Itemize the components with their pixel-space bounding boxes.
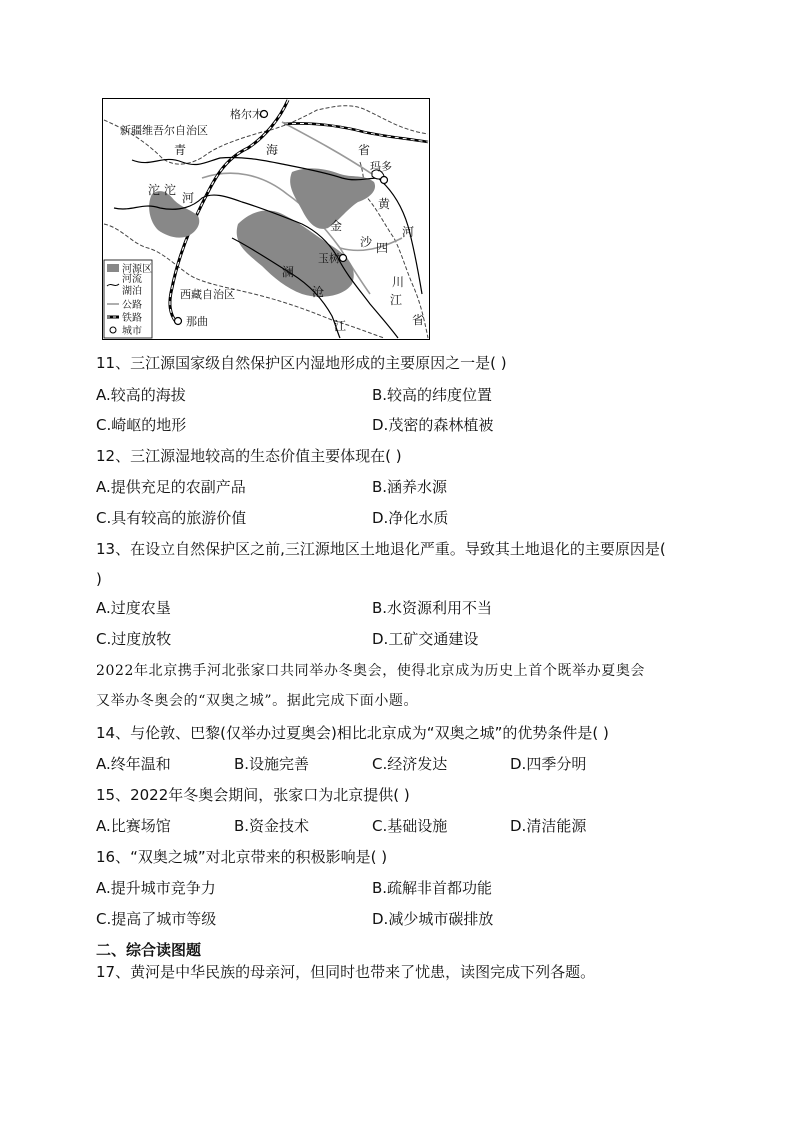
question-16-stem: 16、“双奥之城”对北京带来的积极影响是( ) — [96, 848, 388, 866]
question-17-stem: 17、黄河是中华民族的母亲河，但同时也带来了忧患，读图完成下列各题。 — [96, 963, 596, 981]
q12-option-d[interactable]: D.净化水质 — [372, 509, 449, 527]
label-jiang-cj: 江 — [390, 293, 403, 307]
label-xinjiang: 新疆维吾尔自治区 — [120, 124, 208, 137]
label-naqu: 那曲 — [186, 315, 208, 328]
q12-option-a[interactable]: A.提供充足的农副产品 — [96, 478, 246, 496]
label-tuotuo2: 沱 — [164, 183, 177, 197]
label-hai: 海 — [266, 143, 279, 157]
label-jin: 金 — [330, 219, 343, 233]
legend-city: 城市 — [122, 326, 142, 337]
sanjiangyuan-map — [102, 98, 430, 340]
q13-option-c[interactable]: C.过度放牧 — [96, 630, 172, 648]
q11-option-c[interactable]: C.崎岖的地形 — [96, 416, 187, 434]
legend-river2: 湖泊 — [122, 286, 142, 297]
question-15-stem: 15、2022年冬奥会期间，张家口为北京提供( ) — [96, 786, 410, 804]
q13-option-d[interactable]: D.工矿交通建设 — [372, 630, 479, 648]
label-sha: 沙 — [360, 235, 373, 249]
q12-option-c[interactable]: C.具有较高的旅游价值 — [96, 509, 247, 527]
legend-railway: 铁路 — [122, 313, 142, 324]
label-cang: 沧 — [312, 285, 325, 299]
q16-option-b[interactable]: B.疏解非首都功能 — [372, 879, 493, 897]
label-huang: 黄 — [378, 197, 391, 211]
label-he-yellow: 河 — [402, 225, 415, 239]
legend-river1: 河流 — [122, 274, 142, 285]
q16-option-d[interactable]: D.减少城市碳排放 — [372, 910, 494, 928]
label-chuan: 川 — [392, 275, 405, 289]
label-xizang: 西藏自治区 — [180, 288, 235, 301]
legend-source: 河源区 — [122, 264, 152, 275]
question-13-stem: 13、在设立自然保护区之前,三江源地区土地退化严重。导致其土地退化的主要原因是( — [96, 540, 666, 558]
q15-option-c[interactable]: C.基础设施 — [372, 817, 448, 835]
label-tuotuo1: 沱 — [148, 183, 161, 197]
q11-option-a[interactable]: A.较高的海拔 — [96, 386, 186, 404]
q13-option-a[interactable]: A.过度农垦 — [96, 599, 171, 617]
q14-option-a[interactable]: A.终年温和 — [96, 755, 171, 773]
q12-option-b[interactable]: B.涵养水源 — [372, 478, 448, 496]
question-12-stem: 12、三江源湿地较高的生态价值主要体现在( ) — [96, 447, 402, 465]
label-lan: 澜 — [282, 265, 295, 279]
q16-option-a[interactable]: A.提升城市竞争力 — [96, 879, 216, 897]
map-svg — [102, 98, 430, 340]
q14-option-d[interactable]: D.四季分明 — [510, 755, 587, 773]
label-geermu: 格尔木 — [230, 108, 263, 121]
question-13-stem-cont: ) — [96, 570, 102, 588]
label-si: 四 — [376, 241, 389, 255]
label-jiang-lc: 江 — [334, 319, 347, 333]
q14-option-c[interactable]: C.经济发达 — [372, 755, 448, 773]
label-maduo: 玛多 — [370, 160, 392, 173]
label-sheng-sc: 省 — [412, 313, 425, 327]
q13-option-b[interactable]: B.水资源利用不当 — [372, 599, 493, 617]
q15-option-a[interactable]: A.比赛场馆 — [96, 817, 171, 835]
label-qing: 青 — [174, 143, 187, 157]
q11-option-b[interactable]: B.较高的纬度位置 — [372, 386, 493, 404]
q16-option-c[interactable]: C.提高了城市等级 — [96, 910, 217, 928]
passage-line-2: 又举办冬奥会的“双奥之城”。据此完成下面小题。 — [96, 693, 419, 709]
question-11-stem: 11、三江源国家级自然保护区内湿地形成的主要原因之一是( ) — [96, 354, 507, 372]
legend-road: 公路 — [122, 300, 142, 311]
q15-option-d[interactable]: D.清洁能源 — [510, 817, 587, 835]
section-2-title: 二、综合读图题 — [96, 941, 202, 959]
q11-option-d[interactable]: D.茂密的森林植被 — [372, 416, 494, 434]
passage-line-1: 2022年北京携手河北张家口共同举办冬奥会，使得北京成为历史上首个既举办夏奥会 — [96, 663, 646, 679]
label-sheng: 省 — [358, 143, 371, 157]
label-yushu: 玉树 — [318, 252, 340, 265]
question-14-stem: 14、与伦敦、巴黎(仅举办过夏奥会)相比北京成为“双奥之城”的优势条件是( ) — [96, 724, 609, 742]
label-tuotuo-he: 河 — [182, 191, 195, 205]
q14-option-b[interactable]: B.设施完善 — [234, 755, 310, 773]
q15-option-b[interactable]: B.资金技术 — [234, 817, 310, 835]
map-legend — [104, 260, 152, 338]
